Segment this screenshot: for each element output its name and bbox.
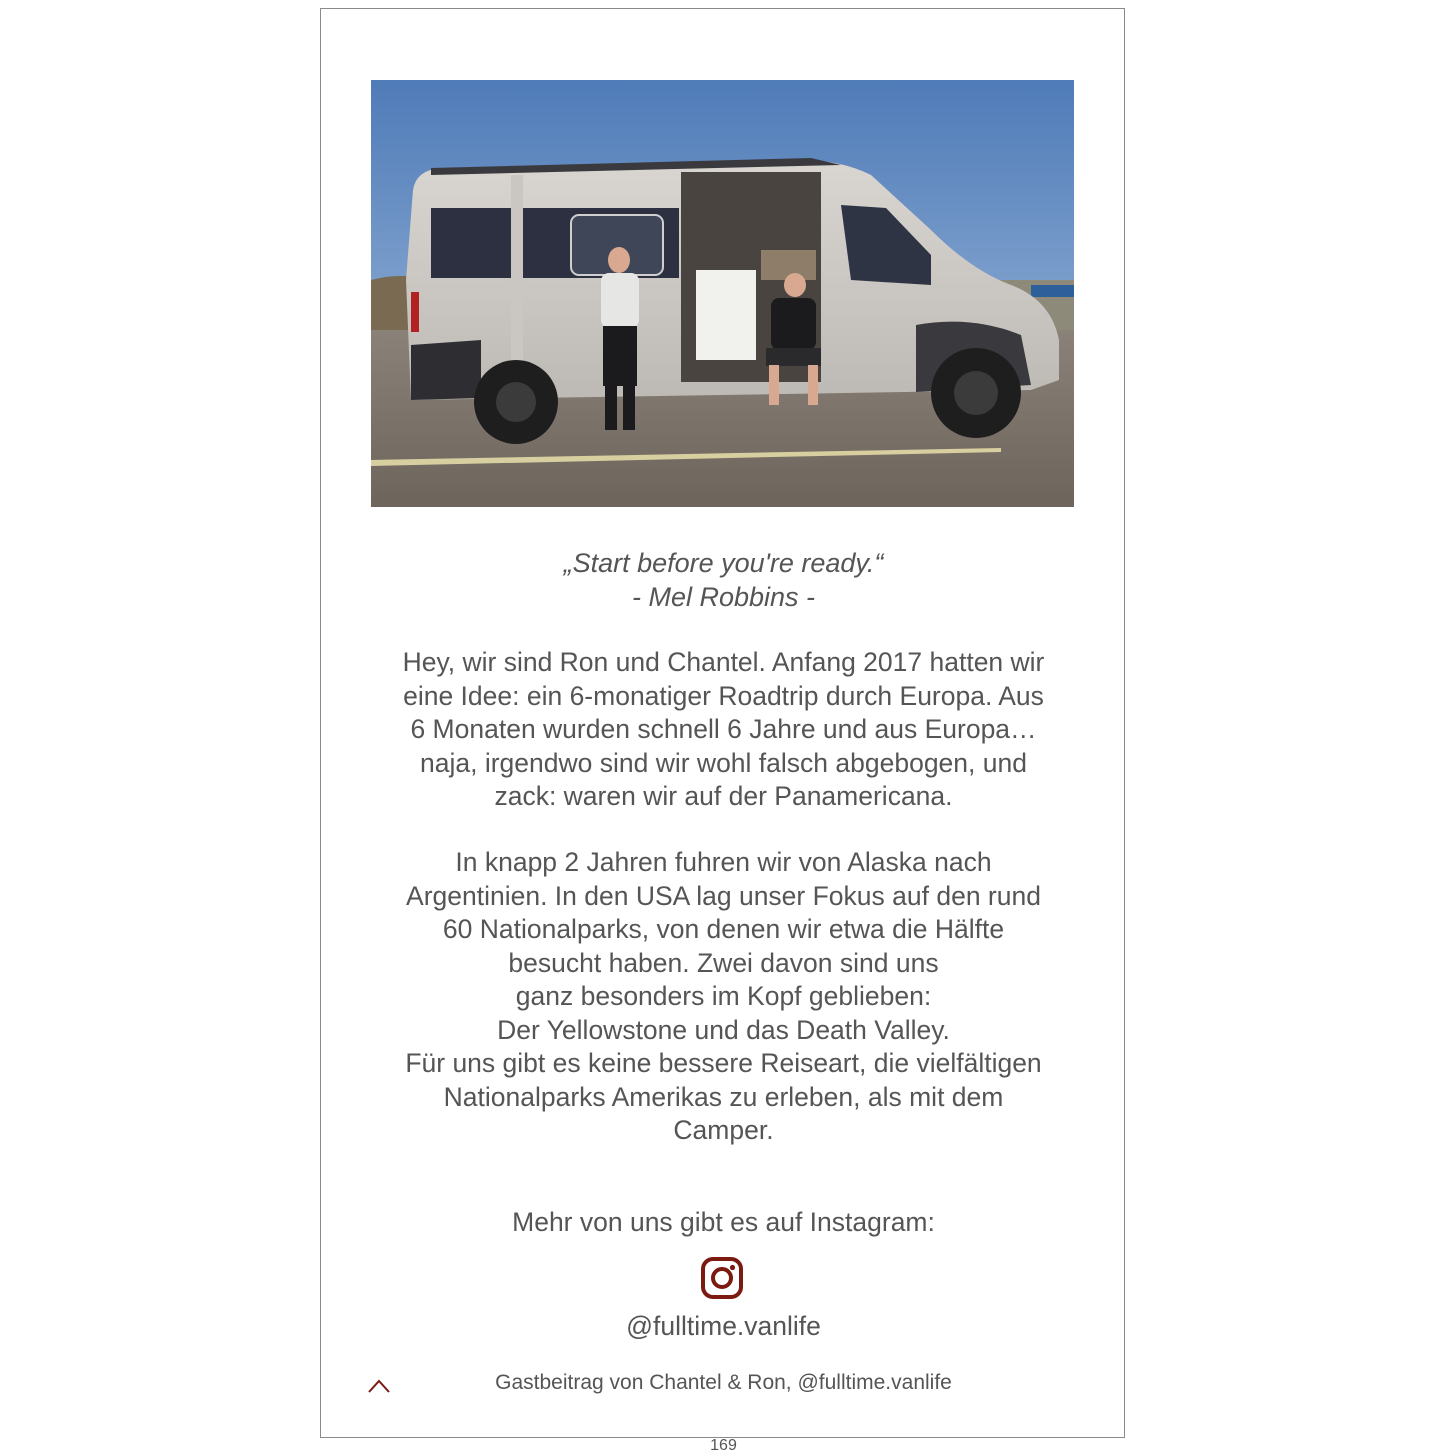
text-line: 6 Monaten wurden schnell 6 Jahre und aus Europa… xyxy=(410,714,1037,744)
guest-post-credit: Gastbeitrag von Chantel & Ron, @fulltime.vanlife xyxy=(495,1371,952,1394)
text-line: Der Yellowstone und das Death Valley. xyxy=(497,1014,950,1045)
quote-text: „Start before you're ready.“ xyxy=(563,548,884,578)
text-line: Für uns gibt es keine bessere Reiseart, die vielfältigen xyxy=(405,1048,1042,1078)
text-line: eine Idee: ein 6-monatiger Roadtrip durch Europa. Aus xyxy=(403,680,1044,711)
text-line: Hey, wir sind Ron und Chantel. Anfang 2017 hatten wir xyxy=(402,647,1045,677)
text-line: In knapp 2 Jahren fuhren wir von Alaska nach xyxy=(455,847,992,877)
text-line: Camper. xyxy=(673,1115,774,1145)
instagram-icon[interactable] xyxy=(700,1256,744,1300)
paragraph-intro xyxy=(361,646,1086,814)
text-line: ganz besonders im Kopf geblieben: xyxy=(515,981,932,1011)
text-line: zack: waren wir auf der Panamericana. xyxy=(494,781,953,811)
quote-author: - Mel Robbins - xyxy=(631,582,816,612)
text-line: Argentinien. In den USA lag unser Fokus auf den rund xyxy=(406,880,1041,911)
text-line: naja, irgendwo sind wir wohl falsch abgebogen, und xyxy=(420,747,1027,778)
van-photo xyxy=(371,80,1074,507)
text-line: besucht haben. Zwei davon sind uns xyxy=(508,947,939,978)
paragraph-travel xyxy=(361,846,1086,1148)
instagram-intro: Mehr von uns gibt es auf Instagram: xyxy=(512,1207,935,1237)
page-number: 169 xyxy=(710,1437,737,1454)
book-page xyxy=(320,8,1125,1454)
text-line: Nationalparks Amerikas zu erleben, als mit dem xyxy=(443,1081,1004,1112)
instagram-handle-link[interactable]: @fulltime.vanlife xyxy=(626,1311,821,1341)
text-line: 60 Nationalparks, von denen wir etwa die Hälfte xyxy=(442,914,1005,944)
